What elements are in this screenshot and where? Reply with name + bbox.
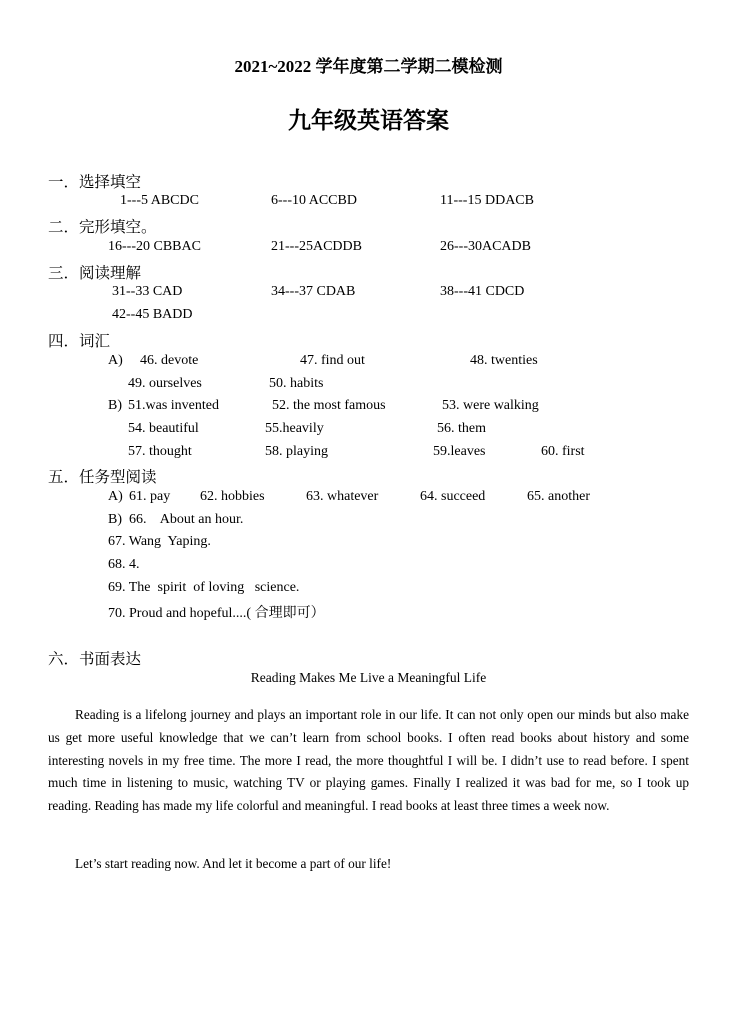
task-part-a-label: A) <box>108 489 123 504</box>
answer-56: 56. them <box>437 421 486 436</box>
answer-48: 48. twenties <box>470 353 538 368</box>
answer-54: 54. beautiful <box>128 421 199 436</box>
answer-34-37: 34---37 CDAB <box>271 284 356 299</box>
answer-11-15: 11---15 DDACB <box>440 193 534 208</box>
answer-key-title: 九年级英语答案 <box>288 108 449 133</box>
essay-paragraph-2: Let’s start reading now. And let it become a part of our life! <box>75 856 392 871</box>
answer-53: 53. were walking <box>442 398 539 413</box>
task-part-b-label: B) <box>108 512 122 527</box>
answer-6-10: 6---10 ACCBD <box>271 193 357 208</box>
answer-49: 49. ourselves <box>128 376 202 391</box>
answer-69: 69. The spirit of loving science. <box>108 580 300 595</box>
essay-title: Reading Makes Me Live a Meaningful Life <box>250 670 487 685</box>
answer-57: 57. thought <box>128 444 192 459</box>
answer-47: 47. find out <box>300 353 365 368</box>
answer-70: 70. Proud and hopeful....( 合理即可） <box>108 606 325 621</box>
answer-58: 58. playing <box>265 444 328 459</box>
section-1-heading: 一．选择填空 <box>48 173 142 191</box>
answer-26-30: 26---30ACADB <box>440 239 531 254</box>
section-3-heading: 三．阅读理解 <box>48 264 142 282</box>
answer-21-25: 21---25ACDDB <box>271 239 362 254</box>
answer-67: 67. Wang Yaping. <box>108 534 211 549</box>
answer-59: 59.leaves <box>433 444 486 459</box>
answer-1-5: 1---5 ABCDC <box>120 193 199 208</box>
answer-65: 65. another <box>527 489 590 504</box>
answer-63: 63. whatever <box>306 489 379 504</box>
answer-38-41: 38---41 CDCD <box>440 284 525 299</box>
answer-31-33: 31--33 CAD <box>112 284 183 299</box>
answer-55: 55.heavily <box>265 421 324 436</box>
answer-46: 46. devote <box>140 353 199 368</box>
answer-60: 60. first <box>541 444 585 459</box>
answer-62: 62. hobbies <box>200 489 265 504</box>
section-2-heading: 二．完形填空。 <box>48 218 157 236</box>
answer-66: 66. About an hour. <box>129 512 244 527</box>
vocab-part-a-label: A) <box>108 353 123 368</box>
essay-paragraph-1: Reading is a lifelong journey and plays an important role in our life. It can not only open our minds but also make us get more useful knowledge that we can’t learn from school books. I often read books about history and some interesting novels in my free time. The more I read, the more thoughtful I will be. I didn’t use to read before. I spent much time in listening to music, watching TV or playing games. Finally I realized it was bad for me, so I took up reading. Reading has made my life colorful and meaningful. I read books at least three times a week now. <box>48 707 689 814</box>
answer-64: 64. succeed <box>420 489 486 504</box>
section-5-heading: 五．任务型阅读 <box>48 468 157 486</box>
answer-61: 61. pay <box>129 489 171 504</box>
section-4-heading: 四．词汇 <box>48 332 111 350</box>
exam-title: 2021~2022 学年度第二学期二模检测 <box>234 57 503 76</box>
answer-50: 50. habits <box>269 376 324 391</box>
section-6-heading: 六．书面表达 <box>48 650 142 668</box>
vocab-part-b-label: B) <box>108 398 122 413</box>
answer-42-45: 42--45 BADD <box>112 307 193 322</box>
answer-52: 52. the most famous <box>272 398 386 413</box>
answer-51: 51.was invented <box>128 398 219 413</box>
answer-68: 68. 4. <box>108 557 140 572</box>
answer-16-20: 16---20 CBBAC <box>108 239 201 254</box>
